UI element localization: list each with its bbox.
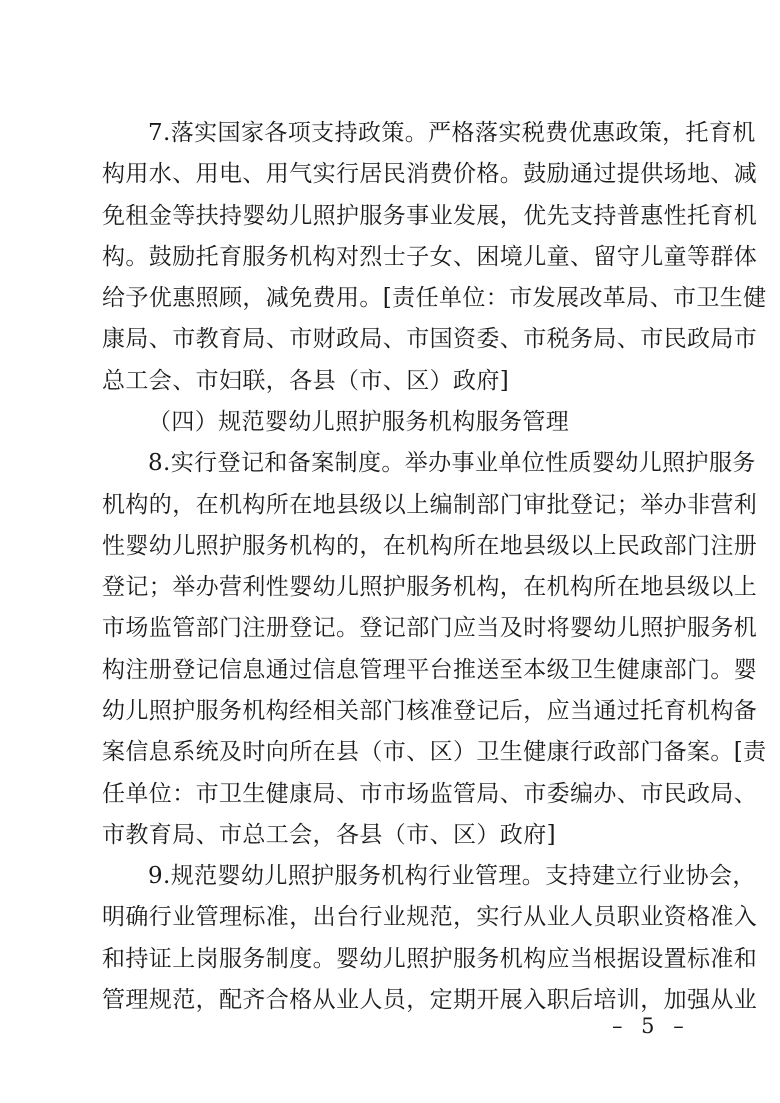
paragraph-7-line: 给予优惠照顾，减免费用。[责任单位：市发展改革局、市卫生健	[102, 285, 767, 311]
paragraph-9-line: 管理规范，配齐合格从业人员，定期开展入职后培训，加强从业	[102, 987, 758, 1013]
paragraph-8-line: 性婴幼儿照护服务机构的，在机构所在地县级以上民政部门注册	[102, 533, 758, 559]
paragraph-8-line: 市场监管部门注册登记。登记部门应当及时将婴幼儿照护服务机	[102, 615, 758, 641]
paragraph-8-line: 任单位：市卫生健康局、市市场监管局、市委编办、市民政局、	[102, 781, 758, 807]
paragraph-9-line: 和持证上岗服务制度。婴幼儿照护服务机构应当根据设置标准和	[102, 946, 758, 972]
paragraph-8-line: 构注册登记信息通过信息管理平台推送至本级卫生健康部门。婴	[102, 657, 758, 683]
paragraph-7-line: 总工会、市妇联，各县（市、区）政府]	[102, 368, 510, 394]
section-heading: （四）规范婴幼儿照护服务机构服务管理	[148, 409, 570, 435]
paragraph-7-line: 免租金等扶持婴幼儿照护服务事业发展，优先支持普惠性托育机	[102, 203, 758, 229]
paragraph-8-line: 机构的，在机构所在地县级以上编制部门审批登记；举办非营利	[102, 492, 758, 518]
paragraph-8-line: 8.实行登记和备案制度。举办事业单位性质婴幼儿照护服务	[148, 450, 756, 476]
paragraph-7-line: 构用水、用电、用气实行居民消费价格。鼓励通过提供场地、减	[102, 161, 758, 187]
paragraph-8-line: 市教育局、市总工会，各县（市、区）政府]	[102, 822, 556, 848]
page-number: – 5 –	[612, 1014, 690, 1038]
paragraph-9-line: 9.规范婴幼儿照护服务机构行业管理。支持建立行业协会，	[148, 863, 756, 889]
paragraph-7-line: 7.落实国家各项支持政策。严格落实税费优惠政策，托育机	[148, 120, 756, 146]
paragraph-9-line: 明确行业管理标准，出台行业规范，实行从业人员职业资格准入	[102, 904, 758, 930]
paragraph-7-line: 构。鼓励托育服务机构对烈士子女、困境儿童、留守儿童等群体	[102, 244, 758, 270]
paragraph-8-line: 幼儿照护服务机构经相关部门核准登记后，应当通过托育机构备	[102, 698, 758, 724]
paragraph-8-line: 案信息系统及时向所在县（市、区）卫生健康行政部门备案。[责	[102, 739, 767, 765]
paragraph-7-line: 康局、市教育局、市财政局、市国资委、市税务局、市民政局市	[102, 326, 758, 352]
paragraph-8-line: 登记；举办营利性婴幼儿照护服务机构，在机构所在地县级以上	[102, 574, 758, 600]
